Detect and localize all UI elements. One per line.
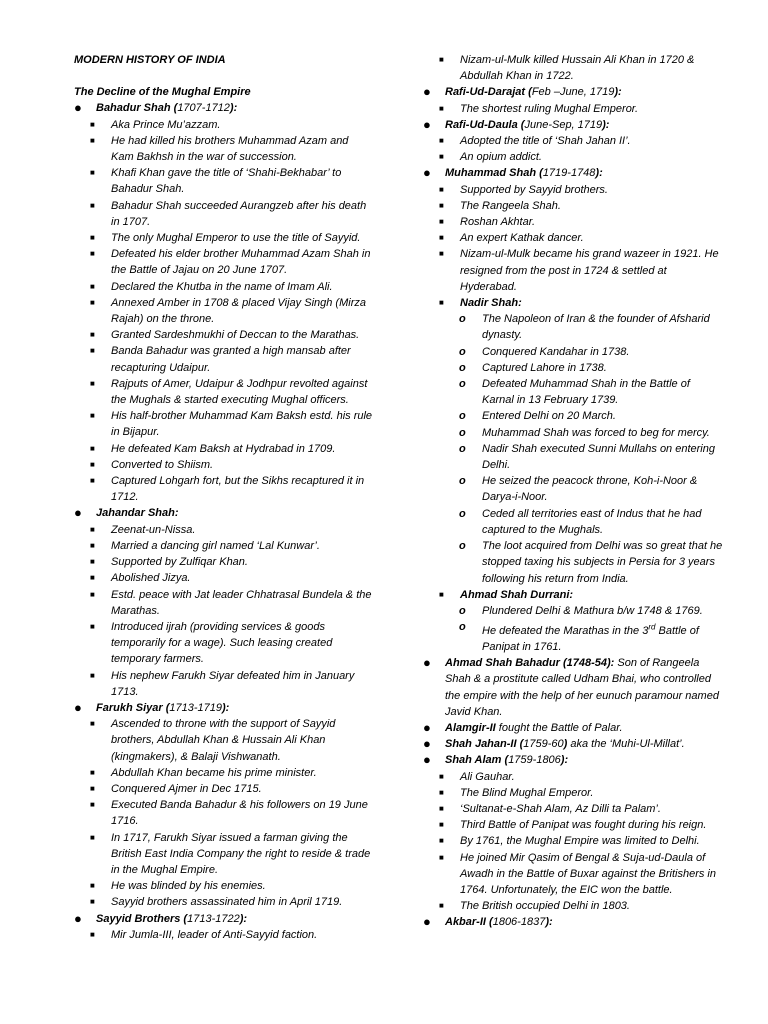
list-item bbox=[423, 587, 723, 603]
item-text: Aka Prince Mu’azzam. bbox=[111, 118, 221, 131]
list-item bbox=[74, 781, 374, 797]
list-item bbox=[423, 655, 723, 720]
reign-dates: 1759-60 bbox=[523, 738, 564, 751]
list-item bbox=[74, 246, 374, 278]
item-text: The Napoleon of Iran & the founder of Afsharid dynasty. bbox=[482, 313, 710, 342]
list-item bbox=[74, 830, 374, 879]
bullet-square-icon: ■ bbox=[439, 55, 444, 64]
bullet-square-icon: ■ bbox=[439, 103, 444, 113]
list-item bbox=[423, 850, 723, 899]
list-item bbox=[74, 473, 374, 505]
heading-tail: ): bbox=[614, 86, 622, 99]
item-text: The British occupied Delhi in 1803. bbox=[460, 900, 630, 913]
item-text: He joined Mir Qasim of Bengal & Suja-ud-Daula of Awadh in the Battle of Buxar against the Britishers in 1764. Unfortunately, the EIC won the battle. bbox=[460, 851, 716, 897]
section-heading: The Decline of the Mughal Empire bbox=[74, 86, 251, 99]
bullet-square-icon: ■ bbox=[439, 589, 444, 599]
item-text: Introduced ijrah (providing services & goods temporarily for a wage). Such leasing created temporary farmers. bbox=[111, 620, 333, 666]
ruler-description: Son of Rangeela Shah & a prostitute called Udham Bhai, who controlled the empire with the help of her eunuch paramour named Javid Khan. bbox=[445, 657, 719, 718]
bullet-dot-icon: ● bbox=[423, 719, 431, 735]
list-item bbox=[74, 279, 374, 295]
heading-tail: ): bbox=[602, 118, 610, 131]
reign-dates: Feb –June, 1719 bbox=[531, 86, 615, 99]
ruler-description: fought the Battle of Palar. bbox=[495, 721, 623, 734]
item-text: The Rangeela Shah. bbox=[460, 199, 561, 212]
heading-tail: ): bbox=[595, 167, 603, 180]
bullet-circle-icon: o bbox=[459, 621, 466, 634]
item-text: Khafi Khan gave the title of ‘Shahi-Bekhabar’ to Bahadur Shah. bbox=[111, 167, 342, 196]
bullet-square-icon: ■ bbox=[90, 233, 95, 243]
item-text: Sayyid brothers assassinated him in April 1719. bbox=[111, 896, 343, 909]
bullet-square-icon: ■ bbox=[439, 787, 444, 797]
list-item bbox=[74, 927, 374, 943]
reign-dates: 1719-1748 bbox=[542, 167, 596, 180]
item-text: Supported by Zulfiqar Khan. bbox=[111, 556, 248, 569]
bullet-circle-icon: o bbox=[459, 604, 466, 617]
list-item bbox=[423, 165, 723, 181]
item-text: Conquered Kandahar in 1738. bbox=[482, 345, 630, 358]
list-item bbox=[74, 765, 374, 781]
item-text: Executed Banda Bahadur & his followers on 19 June 1716. bbox=[111, 799, 368, 828]
list-item bbox=[74, 441, 374, 457]
list-item bbox=[74, 878, 374, 894]
list-item bbox=[74, 700, 374, 716]
list-item bbox=[74, 554, 374, 570]
list-item bbox=[423, 230, 723, 246]
bullet-square-icon: ■ bbox=[90, 540, 95, 550]
bullet-square-icon: ■ bbox=[90, 330, 95, 340]
bullet-square-icon: ■ bbox=[90, 119, 95, 129]
item-text: Nizam-ul-Mulk killed Hussain Ali Khan in 1720 & Abdullah Khan in 1722. bbox=[460, 54, 695, 83]
list-item bbox=[423, 538, 723, 587]
bullet-square-icon: ■ bbox=[439, 217, 444, 227]
list-item bbox=[74, 376, 374, 408]
bullet-square-icon: ■ bbox=[90, 200, 95, 210]
item-text: The only Mughal Emperor to use the title of Sayyid. bbox=[111, 232, 361, 245]
bullet-dot-icon: ● bbox=[423, 655, 431, 671]
bullet-square-icon: ■ bbox=[439, 804, 444, 813]
bullet-square-icon: ■ bbox=[90, 621, 95, 631]
bullet-square-icon: ■ bbox=[90, 881, 95, 891]
bullet-square-icon: ■ bbox=[90, 929, 95, 939]
item-text: He was blinded by his enemies. bbox=[111, 880, 266, 893]
list-item bbox=[423, 295, 723, 311]
list-item bbox=[423, 246, 723, 295]
reign-dates: 1707-1712 bbox=[177, 102, 230, 115]
item-text: Defeated his elder brother Muhammad Azam Shah in the Battle of Jajau on 20 June 1707. bbox=[111, 248, 371, 277]
bullet-square-icon: ■ bbox=[90, 670, 95, 680]
item-text: Banda Bahadur was granted a high mansab after recapturing Udaipur. bbox=[111, 345, 351, 374]
bullet-dot-icon: ● bbox=[74, 505, 82, 521]
list-item bbox=[423, 84, 723, 100]
list-item bbox=[423, 473, 723, 505]
item-text: Married a dancing girl named ‘Lal Kunwar’. bbox=[111, 539, 320, 552]
paren: ( bbox=[501, 754, 509, 767]
list-item bbox=[74, 133, 374, 165]
bullet-square-icon: ■ bbox=[439, 152, 444, 162]
item-text: Entered Delhi on 20 March. bbox=[482, 410, 616, 423]
ruler-name: Bahadur Shah bbox=[96, 102, 171, 115]
item-text: The loot acquired from Delhi was so great that he stopped taxing his subjects in Persia for 3 years following his return from India. bbox=[482, 540, 723, 585]
bullet-square-icon: ■ bbox=[439, 249, 444, 259]
item-text: Ceded all territories east of Indus that he had captured to the Mughals. bbox=[482, 507, 702, 536]
list-item bbox=[74, 343, 374, 375]
bullet-square-icon: ■ bbox=[439, 820, 444, 830]
list-item bbox=[74, 457, 374, 473]
bullet-square-icon: ■ bbox=[90, 346, 95, 356]
bullet-square-icon: ■ bbox=[90, 476, 95, 486]
bullet-square-icon: ■ bbox=[90, 557, 95, 567]
list-item bbox=[74, 408, 374, 440]
bullet-square-icon: ■ bbox=[90, 297, 95, 307]
list-item bbox=[423, 198, 723, 214]
bullet-dot-icon: ● bbox=[423, 736, 431, 752]
item-text: Adopted the title of ‘Shah Jahan II’. bbox=[460, 135, 631, 148]
bullet-dot-icon: ● bbox=[423, 84, 431, 100]
bullet-circle-icon: o bbox=[459, 540, 466, 553]
bullet-square-icon: ■ bbox=[439, 136, 444, 146]
item-text: In 1717, Farukh Siyar issued a farman giving the British East India Company the right to reside & trade in the Mughal Empire. bbox=[111, 831, 371, 876]
item-text: His nephew Farukh Siyar defeated him in January 1713. bbox=[111, 669, 355, 698]
item-text: He had killed his brothers Muhammad Azam and Kam Bakhsh in the war of succession. bbox=[111, 134, 349, 164]
list-item bbox=[423, 311, 723, 343]
heading-tail: ): bbox=[229, 102, 238, 115]
paren: ( bbox=[180, 912, 188, 925]
bullet-square-icon: ■ bbox=[90, 573, 95, 583]
bullet-square-icon: ■ bbox=[90, 832, 95, 842]
list-item bbox=[423, 425, 723, 441]
list-item bbox=[423, 769, 723, 785]
ruler-name: Akbar-II bbox=[445, 916, 486, 929]
item-text: Zeenat-un-Nissa. bbox=[111, 523, 196, 536]
item-text: Abolished Jizya. bbox=[111, 572, 191, 585]
paren: ( bbox=[525, 86, 532, 99]
bullet-dot-icon: ● bbox=[423, 165, 431, 181]
right-bullet-list bbox=[423, 52, 723, 931]
bullet-square-icon: ■ bbox=[90, 281, 95, 291]
sub-heading: Ahmad Shah Durrani: bbox=[460, 588, 574, 601]
item-text: Plundered Delhi & Mathura b/w 1748 & 1769. bbox=[482, 604, 703, 617]
heading-tail: ): bbox=[545, 916, 553, 929]
bullet-circle-icon: o bbox=[459, 345, 466, 358]
paren: ( bbox=[536, 167, 543, 180]
list-item bbox=[423, 101, 723, 117]
bullet-square-icon: ■ bbox=[90, 135, 95, 145]
item-text: Declared the Khutba in the name of Imam Ali. bbox=[111, 280, 333, 293]
list-item bbox=[74, 198, 374, 230]
bullet-circle-icon: o bbox=[459, 507, 466, 520]
paren: ( bbox=[516, 738, 524, 751]
bullet-circle-icon: o bbox=[459, 475, 466, 488]
list-item bbox=[74, 619, 374, 668]
list-item bbox=[423, 817, 723, 833]
bullet-dot-icon: ● bbox=[74, 100, 82, 116]
list-item bbox=[74, 797, 374, 829]
list-item bbox=[423, 344, 723, 360]
item-text: Annexed Amber in 1708 & placed Vijay Singh (Mirza Rajah) on the throne. bbox=[111, 296, 366, 326]
item-text: Third Battle of Panipat was fought during his reign. bbox=[460, 819, 707, 832]
bullet-circle-icon: o bbox=[459, 426, 466, 439]
list-item bbox=[423, 914, 723, 930]
bullet-square-icon: ■ bbox=[439, 852, 444, 862]
list-item bbox=[423, 801, 723, 817]
bullet-square-icon: ■ bbox=[439, 233, 444, 243]
item-text: Abdullah Khan became his prime minister. bbox=[111, 766, 317, 779]
bullet-square-icon: ■ bbox=[90, 249, 95, 259]
item-text: Captured Lohgarh fort, but the Sikhs recaptured it in 1712. bbox=[111, 475, 365, 504]
item-text: An opium addict. bbox=[460, 151, 542, 164]
item-text: Muhammad Shah was forced to beg for mercy. bbox=[482, 426, 710, 439]
list-item bbox=[423, 752, 723, 768]
item-text: Ascended to throne with the support of Sayyid brothers, Abdullah Khan & Hussain Ali Khan (kingmakers), & Balaji Vishwanath. bbox=[111, 718, 336, 763]
list-item bbox=[74, 505, 374, 521]
bullet-square-icon: ■ bbox=[90, 589, 95, 599]
list-item bbox=[74, 117, 374, 133]
bullet-square-icon: ■ bbox=[90, 783, 95, 793]
ruler-name: Alamgir-II bbox=[445, 721, 496, 734]
list-item bbox=[423, 133, 723, 149]
reign-dates: 1713-1722 bbox=[187, 912, 240, 925]
list-item bbox=[423, 619, 723, 655]
heading-tail: ) bbox=[563, 738, 568, 751]
ruler-name: Shah Jahan-II bbox=[445, 738, 517, 751]
list-item bbox=[423, 52, 723, 84]
reign-dates: June-Sep, 1719 bbox=[524, 118, 603, 131]
list-item bbox=[74, 587, 374, 619]
bullet-square-icon: ■ bbox=[439, 298, 444, 308]
bullet-circle-icon: o bbox=[459, 313, 466, 326]
item-text: Defeated Muhammad Shah in the Battle of Karnal in 13 February 1739. bbox=[482, 378, 690, 407]
item-text: Captured Lahore in 1738. bbox=[482, 361, 607, 374]
list-item bbox=[423, 785, 723, 801]
item-text: Estd. peace with Jat leader Chhatrasal Bundela & the Marathas. bbox=[111, 588, 372, 617]
ruler-name: Farukh Siyar bbox=[96, 701, 163, 714]
item-text: Mir Jumla-III, leader of Anti-Sayyid faction. bbox=[111, 928, 318, 941]
list-item bbox=[74, 668, 374, 700]
left-column bbox=[74, 52, 374, 943]
ruler-name: Rafi-Ud-Darajat bbox=[445, 86, 526, 99]
list-item bbox=[423, 898, 723, 914]
item-text: Granted Sardeshmukhi of Deccan to the Marathas. bbox=[111, 329, 360, 342]
document-title: MODERN HISTORY OF INDIA bbox=[74, 54, 226, 66]
left-bullet-list bbox=[74, 100, 374, 943]
item-text: Converted to Shiism. bbox=[111, 458, 214, 471]
bullet-square-icon: ■ bbox=[90, 524, 95, 534]
bullet-dot-icon: ● bbox=[423, 752, 431, 768]
item-text: The Blind Mughal Emperor. bbox=[460, 786, 594, 799]
item-text: An expert Kathak dancer. bbox=[460, 232, 584, 245]
bullet-square-icon: ■ bbox=[90, 800, 95, 810]
list-item bbox=[423, 736, 723, 752]
list-item bbox=[423, 360, 723, 376]
bullet-square-icon: ■ bbox=[90, 411, 95, 421]
list-item bbox=[423, 603, 723, 619]
bullet-dot-icon: ● bbox=[74, 699, 82, 715]
item-text: Rajputs of Amer, Udaipur & Jodhpur revolted against the Mughals & started executing Mughal officers. bbox=[111, 377, 368, 407]
paren: ( bbox=[170, 102, 178, 115]
bullet-circle-icon: o bbox=[459, 442, 466, 455]
bullet-dot-icon: ● bbox=[74, 910, 82, 926]
item-text: Supported by Sayyid brothers. bbox=[460, 183, 608, 196]
ruler-name: Rafi-Ud-Daula bbox=[445, 118, 518, 131]
item-text: His half-brother Muhammad Kam Baksh estd. his rule in Bijapur. bbox=[111, 410, 373, 439]
bullet-square-icon: ■ bbox=[90, 767, 95, 777]
list-item bbox=[423, 117, 723, 133]
list-item bbox=[74, 230, 374, 246]
paren: ( bbox=[162, 701, 170, 714]
item-text: Conquered Ajmer in Dec 1715. bbox=[111, 782, 262, 795]
list-item bbox=[74, 911, 374, 927]
ruler-name: Muhammad Shah bbox=[445, 167, 537, 180]
ruler-name: Shah Alam bbox=[445, 754, 502, 767]
sub-heading: Nadir Shah: bbox=[460, 297, 522, 310]
bullet-square-icon: ■ bbox=[90, 168, 95, 178]
bullet-circle-icon: o bbox=[459, 378, 466, 391]
list-item bbox=[423, 149, 723, 165]
heading-tail: ): bbox=[239, 912, 248, 925]
item-text: Ali Gauhar. bbox=[460, 770, 515, 783]
bullet-square-icon: ■ bbox=[439, 771, 444, 781]
heading-tail: ): bbox=[221, 701, 230, 714]
list-item bbox=[74, 295, 374, 327]
reign-dates: 1806-1837 bbox=[492, 916, 546, 929]
list-item bbox=[423, 214, 723, 230]
list-item bbox=[74, 894, 374, 910]
item-text: He defeated Kam Baksh at Hydrabad in 1709. bbox=[111, 442, 336, 455]
list-item bbox=[423, 833, 723, 849]
item-text: Nizam-ul-Mulk became his grand wazeer in 1921. He resigned from the post in 1724 & settled at Hyderabad. bbox=[460, 248, 719, 293]
heading-tail: ): bbox=[560, 754, 569, 767]
item-text: He defeated the Marathas in the 3rd Battle of Panipat in 1761. bbox=[482, 622, 699, 653]
ruler-description: aka the ‘Muhi-Ul-Millat’. bbox=[567, 738, 685, 751]
list-item bbox=[74, 570, 374, 586]
ruler-name: Sayyid Brothers bbox=[96, 912, 181, 925]
list-item bbox=[423, 182, 723, 198]
list-item bbox=[423, 408, 723, 424]
list-item bbox=[74, 538, 374, 554]
bullet-square-icon: ■ bbox=[90, 719, 95, 729]
bullet-square-icon: ■ bbox=[439, 901, 444, 911]
item-text: Nadir Shah executed Sunni Mullahs on entering Delhi. bbox=[482, 442, 715, 472]
ruler-name: Jahandar Shah: bbox=[96, 507, 179, 520]
reign-dates: 1713-1719 bbox=[169, 701, 222, 714]
list-item bbox=[74, 716, 374, 765]
bullet-dot-icon: ● bbox=[423, 914, 431, 930]
reign-dates: 1759-1806 bbox=[508, 754, 561, 767]
bullet-circle-icon: o bbox=[459, 361, 466, 374]
paren: ( bbox=[517, 118, 525, 131]
bullet-square-icon: ■ bbox=[439, 200, 444, 210]
bullet-square-icon: ■ bbox=[90, 378, 95, 388]
item-text: He seized the peacock throne, Koh-i-Noor & Darya-i-Noor. bbox=[482, 475, 698, 504]
right-column bbox=[423, 52, 723, 931]
list-item bbox=[74, 165, 374, 197]
ruler-name: Ahmad Shah Bahadur (1748-54): bbox=[445, 657, 615, 670]
list-item bbox=[74, 522, 374, 538]
item-text: The shortest ruling Mughal Emperor. bbox=[460, 102, 639, 115]
list-item bbox=[74, 100, 374, 116]
paren: ( bbox=[485, 916, 493, 929]
bullet-square-icon: ■ bbox=[90, 897, 95, 907]
item-text: Roshan Akhtar. bbox=[460, 216, 536, 229]
bullet-square-icon: ■ bbox=[439, 184, 444, 194]
list-item bbox=[423, 376, 723, 408]
item-text: Bahadur Shah succeeded Aurangzeb after his death in 1707. bbox=[111, 199, 367, 228]
list-item bbox=[423, 720, 723, 736]
bullet-dot-icon: ● bbox=[423, 116, 431, 132]
bullet-circle-icon: o bbox=[459, 410, 466, 423]
list-item bbox=[423, 506, 723, 538]
bullet-square-icon: ■ bbox=[439, 836, 444, 846]
list-item bbox=[74, 327, 374, 343]
item-text: ‘Sultanat-e-Shah Alam, Az Dilli ta Palam’. bbox=[460, 803, 661, 815]
list-item bbox=[423, 441, 723, 473]
bullet-square-icon: ■ bbox=[90, 443, 95, 453]
item-text: By 1761, the Mughal Empire was limited to Delhi. bbox=[460, 835, 700, 848]
bullet-square-icon: ■ bbox=[90, 459, 95, 469]
